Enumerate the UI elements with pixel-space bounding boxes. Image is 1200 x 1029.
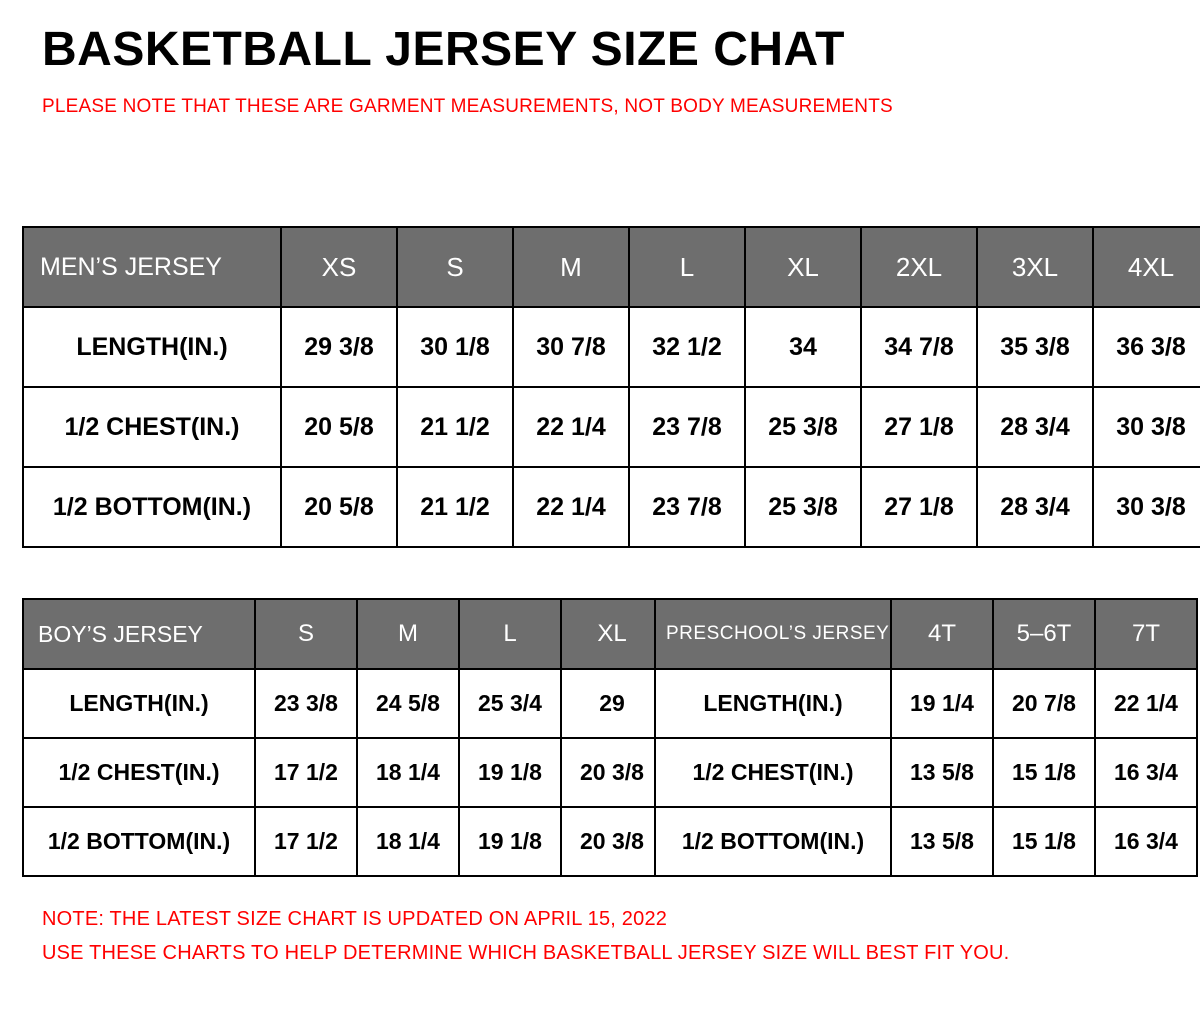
mens-row-label-chest: 1/2 CHEST(IN.) [23,387,281,467]
table-cell: 29 3/8 [281,307,397,387]
table-cell: 17 1/2 [255,807,357,876]
table-row [23,807,663,876]
update-note: NOTE: THE LATEST SIZE CHART IS UPDATED ON APRIL 15, 2022 [42,908,668,930]
table-cell: 16 3/4 [1095,738,1197,807]
boys-row-label-length: LENGTH(IN.) [23,669,255,738]
boys-jersey-size-table [22,598,664,877]
table-cell: 27 1/8 [861,467,977,547]
boys-row-label-chest: 1/2 CHEST(IN.) [23,738,255,807]
table-cell: 15 1/8 [993,807,1095,876]
table-cell: 27 1/8 [861,387,977,467]
table-cell: 20 5/8 [281,387,397,467]
preschool-row-label-length: LENGTH(IN.) [655,669,891,738]
table-cell: 28 3/4 [977,467,1093,547]
table-row [23,387,1200,467]
table-cell: 30 1/8 [397,307,513,387]
mens-col-xl: XL [745,227,861,307]
preschool-col-7t: 7T [1095,599,1197,669]
preschool-row-label-chest: 1/2 CHEST(IN.) [655,738,891,807]
table-header-row [23,599,663,669]
size-chart-page [0,22,1200,1029]
table-cell: 34 [745,307,861,387]
table-row [23,307,1200,387]
table-cell: 18 1/4 [357,738,459,807]
garment-measurement-note: PLEASE NOTE THAT THESE ARE GARMENT MEASUREMENTS, NOT BODY MEASUREMENTS [42,96,893,118]
table-cell: 28 3/4 [977,387,1093,467]
table-cell: 18 1/4 [357,807,459,876]
table-row [23,738,663,807]
table-header-row [23,227,1200,307]
table-cell: 30 3/8 [1093,467,1200,547]
boys-row-label-bottom: 1/2 BOTTOM(IN.) [23,807,255,876]
boys-col-l: L [459,599,561,669]
table-cell: 21 1/2 [397,467,513,547]
table-cell: 25 3/4 [459,669,561,738]
table-row [655,738,1197,807]
table-cell: 22 1/4 [513,387,629,467]
table-cell: 13 5/8 [891,738,993,807]
mens-col-2xl: 2XL [861,227,977,307]
boys-table-title-cell: BOY’S JERSEY [23,599,255,669]
preschool-jersey-size-table [654,598,1198,877]
mens-col-3xl: 3XL [977,227,1093,307]
table-cell: 20 5/8 [281,467,397,547]
table-cell: 23 3/8 [255,669,357,738]
table-cell: 16 3/4 [1095,807,1197,876]
table-row [655,807,1197,876]
table-cell: 25 3/8 [745,467,861,547]
table-cell: 36 3/8 [1093,307,1200,387]
table-cell: 15 1/8 [993,738,1095,807]
table-cell: 25 3/8 [745,387,861,467]
table-header-row [655,599,1197,669]
table-cell: 34 7/8 [861,307,977,387]
bottom-notes [42,902,1009,970]
table-cell: 30 7/8 [513,307,629,387]
table-cell: 29 [561,669,663,738]
mens-table-body [23,307,1200,547]
preschool-table-title-cell: PRESCHOOL’S JERSEY [655,599,891,669]
table-cell: 30 3/8 [1093,387,1200,467]
boys-col-m: M [357,599,459,669]
table-cell: 20 3/8 [561,807,663,876]
usage-note: USE THESE CHARTS TO HELP DETERMINE WHICH BASKETBALL JERSEY SIZE WILL BEST FIT YOU. [42,942,1010,964]
table-cell: 22 1/4 [513,467,629,547]
mens-row-label-length: LENGTH(IN.) [23,307,281,387]
preschool-table-header [655,599,1197,669]
mens-col-s: S [397,227,513,307]
table-cell: 17 1/2 [255,738,357,807]
table-cell: 20 3/8 [561,738,663,807]
table-cell: 24 5/8 [357,669,459,738]
table-cell: 19 1/8 [459,738,561,807]
preschool-table-body [655,669,1197,876]
table-row [655,669,1197,738]
table-cell: 21 1/2 [397,387,513,467]
mens-col-xs: XS [281,227,397,307]
table-cell: 23 7/8 [629,387,745,467]
preschool-col-5-6t: 5–6T [993,599,1095,669]
table-row [23,467,1200,547]
boys-col-s: S [255,599,357,669]
table-cell: 19 1/8 [459,807,561,876]
mens-col-4xl: 4XL [1093,227,1200,307]
mens-jersey-size-table [22,226,1200,548]
table-cell: 32 1/2 [629,307,745,387]
table-cell: 35 3/8 [977,307,1093,387]
mens-row-label-bottom: 1/2 BOTTOM(IN.) [23,467,281,547]
mens-table-header [23,227,1200,307]
mens-table-title-cell: MEN’S JERSEY [23,227,281,307]
boys-table-body [23,669,663,876]
table-cell: 20 7/8 [993,669,1095,738]
mens-col-m: M [513,227,629,307]
table-row [23,669,663,738]
table-cell: 22 1/4 [1095,669,1197,738]
page-title: BASKETBALL JERSEY SIZE CHAT [42,23,845,76]
preschool-col-4t: 4T [891,599,993,669]
table-cell: 19 1/4 [891,669,993,738]
table-cell: 23 7/8 [629,467,745,547]
boys-col-xl: XL [561,599,663,669]
boys-table-header [23,599,663,669]
preschool-row-label-bottom: 1/2 BOTTOM(IN.) [655,807,891,876]
table-cell: 13 5/8 [891,807,993,876]
mens-col-l: L [629,227,745,307]
